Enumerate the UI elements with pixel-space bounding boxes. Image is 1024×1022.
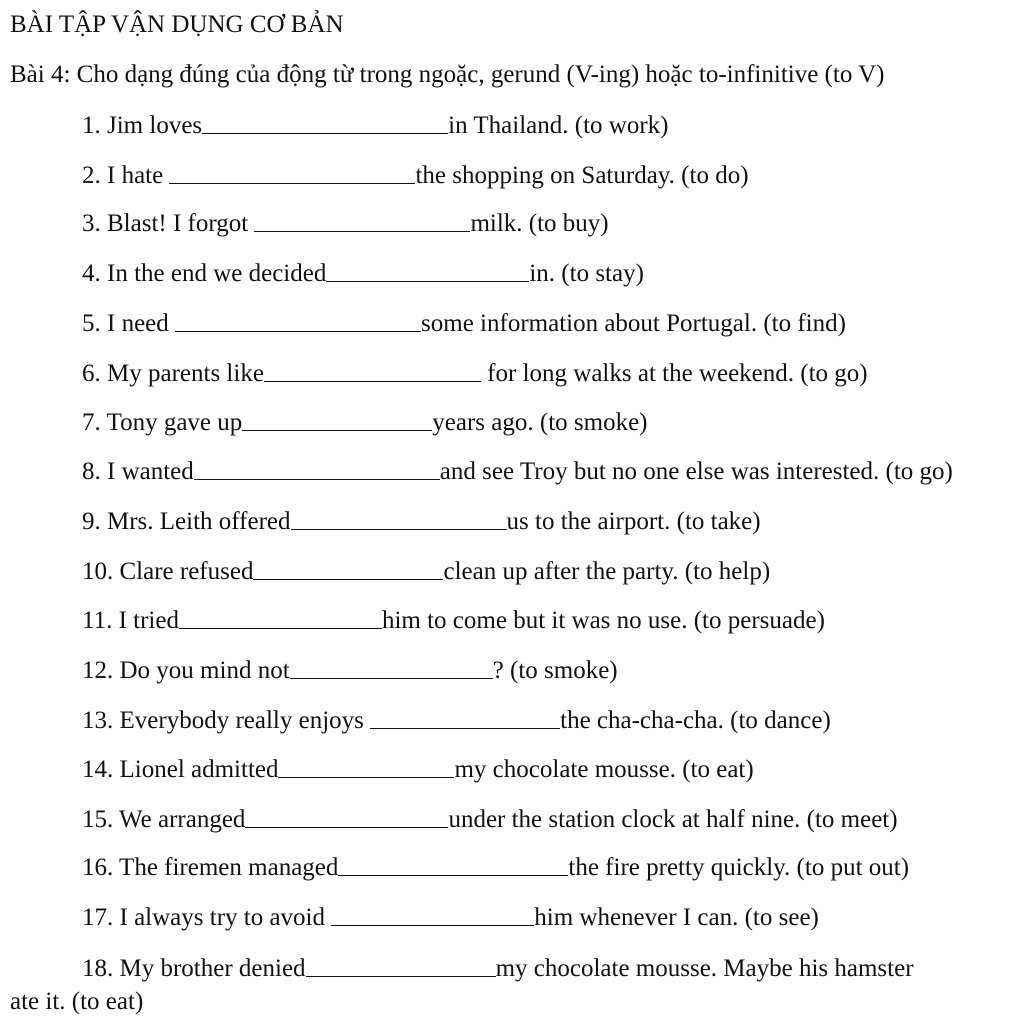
item-text-after: the shopping on Saturday. (to do) (415, 162, 749, 189)
item-text-before: 4. In the end we decided (82, 260, 327, 287)
item-text-before: 8. I wanted (82, 458, 194, 485)
exercise-item-16 (82, 852, 909, 883)
answer-blank[interactable] (264, 359, 481, 382)
answer-blank[interactable] (179, 606, 382, 629)
exercise-item-12 (82, 655, 618, 686)
item-text-before: 7. Tony gave up (82, 409, 243, 436)
exercise-item-8 (82, 456, 953, 487)
item-text-after: my chocolate mousse. (to eat) (454, 756, 754, 783)
answer-blank[interactable] (242, 408, 432, 431)
item-text-before: 6. My parents like (82, 360, 264, 387)
item-text-after: clean up after the party. (to help) (443, 558, 771, 585)
answer-blank[interactable] (326, 259, 529, 282)
item-text-before: 14. Lionel admitted (82, 756, 279, 783)
item-text-before: 10. Clare refused (82, 558, 254, 585)
exercise-item-11 (82, 605, 825, 636)
item-text-before: 9. Mrs. Leith offered (82, 508, 291, 535)
answer-blank[interactable] (278, 755, 454, 778)
answer-blank[interactable] (169, 161, 415, 184)
exercise-item-17 (82, 902, 819, 933)
item-text-after: in Thailand. (to work) (448, 112, 669, 139)
item-text-before: 13. Everybody really enjoys (82, 707, 371, 734)
item-text-before: 15. We arranged (82, 806, 246, 833)
exercise-item-3 (82, 208, 609, 239)
exercise-item-10 (82, 556, 770, 587)
answer-blank[interactable] (202, 111, 448, 134)
exercise-instruction: Bài 4: Cho dạng đúng của động từ trong ngoặc, gerund (V-ing) hoặc to-infinitive (to V) (10, 61, 885, 88)
item-text-before: 2. I hate (82, 162, 170, 189)
exercise-item-7 (82, 407, 648, 438)
item-text-after: us to the airport. (to take) (506, 508, 761, 535)
item-text-after: him to come but it was no use. (to persuade) (381, 607, 825, 634)
exercise-item-1 (82, 110, 668, 141)
item-text-before: 3. Blast! I forgot (82, 210, 255, 237)
item-text-before: 12. Do you mind not (82, 657, 290, 684)
answer-blank[interactable] (306, 954, 496, 977)
exercise-item-14 (82, 754, 754, 785)
exercise-item-18 (10, 952, 940, 1018)
item-text-after: him whenever I can. (to see) (534, 904, 819, 931)
exercise-item-4 (82, 258, 644, 289)
item-text-after: for long walks at the weekend. (to go) (480, 360, 868, 387)
answer-blank[interactable] (175, 309, 421, 332)
answer-blank[interactable] (290, 656, 493, 679)
item-text-before: 18. My brother denied (82, 955, 306, 982)
answer-blank[interactable] (370, 706, 560, 729)
item-text-before: 5. I need (82, 310, 176, 337)
worksheet-title: BÀI TẬP VẬN DỤNG CƠ BẢN (10, 11, 344, 38)
item-text-before: 1. Jim loves (82, 112, 203, 139)
exercise-item-9 (82, 506, 761, 537)
exercise-item-5 (82, 308, 846, 339)
item-text-before: 16. The firemen managed (82, 854, 339, 881)
item-text-after: years ago. (to smoke) (432, 409, 648, 436)
item-text-after: the cha-cha-cha. (to dance) (560, 707, 831, 734)
item-text-after: under the station clock at half nine. (to meet) (448, 806, 898, 833)
exercise-item-2 (82, 160, 749, 191)
exercise-item-13 (82, 705, 831, 736)
answer-blank[interactable] (194, 457, 440, 480)
answer-blank[interactable] (245, 805, 448, 828)
item-text-after: and see Troy but no one else was interested. (to go) (439, 458, 953, 485)
item-text-before: 17. I always try to avoid (82, 904, 332, 931)
item-text-after: the fire pretty quickly. (to put out) (568, 854, 910, 881)
item-text-after: some information about Portugal. (to find) (421, 310, 846, 337)
answer-blank[interactable] (254, 209, 470, 232)
exercise-item-6 (82, 358, 868, 389)
answer-blank[interactable] (253, 557, 443, 580)
item-text-after: in. (to stay) (529, 260, 644, 287)
answer-blank[interactable] (338, 853, 568, 876)
item-text-after: my chocolate mousse. Maybe his hamster ate it. (to eat) (10, 955, 914, 1015)
item-text-after: ? (to smoke) (492, 657, 618, 684)
item-text-after: milk. (to buy) (470, 210, 609, 237)
answer-blank[interactable] (291, 507, 507, 530)
answer-blank[interactable] (331, 903, 534, 926)
item-text-before: 11. I tried (82, 607, 179, 634)
exercise-item-15 (82, 804, 898, 835)
